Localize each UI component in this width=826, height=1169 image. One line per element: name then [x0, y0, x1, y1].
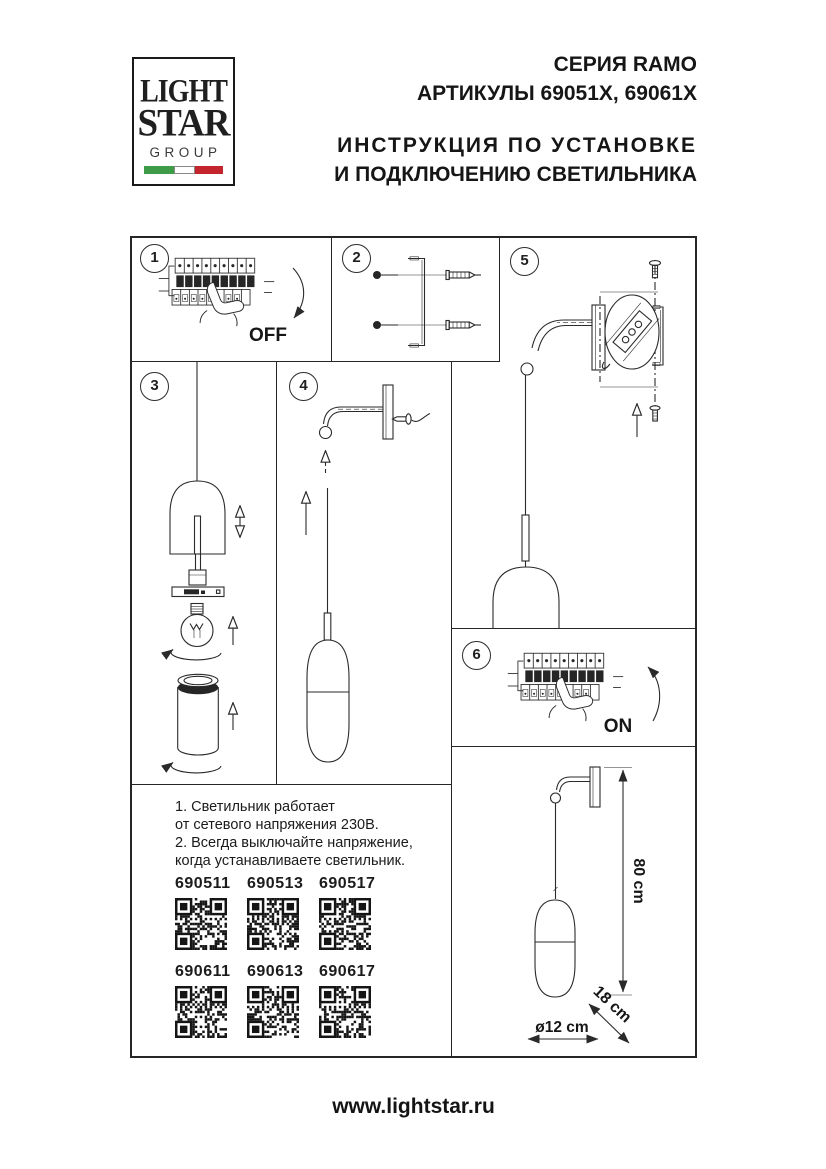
screw-icon	[393, 414, 431, 425]
height-dimension	[604, 768, 647, 996]
panel-step-6-power-on	[452, 628, 697, 747]
qr-item	[247, 963, 304, 1038]
curved-arrow-down-icon	[293, 268, 304, 318]
dome-shade	[170, 481, 225, 554]
note-line: от сетевого напряжения 230В.	[175, 817, 379, 833]
safety-notes	[175, 798, 413, 870]
qr-item	[319, 875, 376, 950]
articles-line: АРТИКУЛЫ 69051X, 69061X	[416, 82, 697, 105]
pendant-assembly-diagram	[130, 362, 275, 783]
dimension-height-label: 80 cm	[630, 858, 647, 904]
qr-article-label: 690611	[175, 963, 231, 980]
step-number-badge: 1	[140, 244, 169, 273]
flag-red-segment	[195, 166, 223, 174]
dome-shade	[493, 567, 559, 628]
terminal-detail-magnifier	[602, 295, 659, 369]
qr-code	[175, 898, 227, 950]
panel-notes-and-articles	[130, 785, 452, 1058]
dimensions-diagram	[452, 747, 697, 1056]
dimension-diameter-label: ø12 cm	[535, 1019, 589, 1036]
wall-plate	[383, 385, 393, 439]
cable-squiggle	[412, 414, 431, 422]
article-qr-grid	[175, 875, 376, 1038]
circuit-breaker-drawing	[159, 258, 274, 326]
circuit-breaker-drawing	[508, 653, 623, 721]
panel-step-4-stem-insertion	[277, 362, 452, 785]
rotate-arrow-icon	[171, 650, 221, 660]
panel-step-5-wall-mounting	[452, 236, 697, 628]
note-line: когда устанавливаете светильник.	[175, 853, 406, 869]
header-text-block	[334, 53, 697, 187]
qr-article-label: 690613	[247, 963, 304, 980]
qr-item	[247, 875, 304, 950]
screw-icon	[373, 321, 447, 329]
series-title: СЕРИЯ RAMO	[553, 53, 697, 76]
flag-green-segment	[144, 166, 174, 174]
italian-flag-icon	[144, 166, 223, 174]
off-label: OFF	[249, 325, 287, 346]
panel-step-1-power-off	[130, 236, 332, 362]
screw-icon	[650, 406, 660, 421]
footer-website: www.lightstar.ru	[332, 1095, 495, 1118]
step-number-badge: 3	[140, 372, 169, 401]
capsule-shade	[307, 640, 349, 762]
logo-word-light: LIGHT	[140, 73, 227, 110]
cylinder-shade	[178, 674, 219, 755]
on-label: ON	[603, 716, 633, 737]
step-number-badge: 6	[462, 641, 491, 670]
diameter-dimension	[528, 1019, 598, 1039]
qr-article-label: 690513	[247, 875, 304, 892]
qr-code	[319, 986, 371, 1038]
depth-dimension	[589, 983, 634, 1043]
step-number-badge: 4	[289, 372, 318, 401]
wall-plate	[590, 767, 600, 807]
lamp-arm-drawing	[493, 320, 592, 628]
panel-step-3-pendant-assembly	[130, 362, 277, 785]
light-bulb-icon	[181, 604, 213, 647]
qr-code	[247, 986, 299, 1038]
wall-bracket-mounting-diagram	[452, 236, 697, 628]
screw-icon	[373, 271, 447, 279]
qr-article-label: 690617	[319, 963, 376, 980]
rotate-arrow-icon	[171, 763, 221, 773]
canopy-plate	[172, 587, 224, 597]
instruction-title-line1: ИНСТРУКЦИЯ ПО УСТАНОВКЕ	[337, 134, 697, 157]
socket-block	[189, 570, 206, 585]
qr-article-label: 690511	[175, 875, 231, 892]
wall-arm-installation-diagram	[277, 362, 450, 783]
logo-word-group: GROUP	[149, 145, 222, 161]
instruction-title-line2: И ПОДКЛЮЧЕНИЮ СВЕТИЛЬНИКА	[334, 163, 697, 186]
dimension-depth-label: 18 cm	[589, 983, 635, 1027]
note-line: 2. Всегда выключайте напряжение,	[175, 835, 413, 851]
wall-lamp-drawing	[535, 767, 600, 997]
qr-item	[175, 875, 231, 950]
step-number-badge: 5	[510, 247, 539, 276]
lightstar-logo	[132, 57, 235, 186]
qr-code	[319, 898, 371, 950]
note-line: 1. Светильник работает	[175, 799, 335, 815]
qr-article-label: 690517	[319, 875, 376, 892]
qr-code	[175, 986, 227, 1038]
step-number-badge: 2	[342, 244, 371, 273]
wall-plate	[592, 305, 605, 370]
logo-word-star: STAR	[137, 101, 230, 146]
panel-dimensions	[452, 747, 697, 1058]
flag-white-segment	[174, 166, 195, 174]
stem-and-shade-drawing	[307, 488, 349, 762]
breaker-on-diagram	[452, 629, 697, 745]
socket-tube	[195, 516, 201, 554]
curved-arrow-up-icon	[648, 667, 660, 721]
capsule-shade	[535, 900, 575, 997]
qr-code	[247, 898, 299, 950]
lamp-arm-drawing	[320, 407, 384, 439]
qr-item	[319, 963, 376, 1038]
qr-item	[175, 963, 231, 1038]
mounting-bar-icon	[408, 257, 425, 347]
